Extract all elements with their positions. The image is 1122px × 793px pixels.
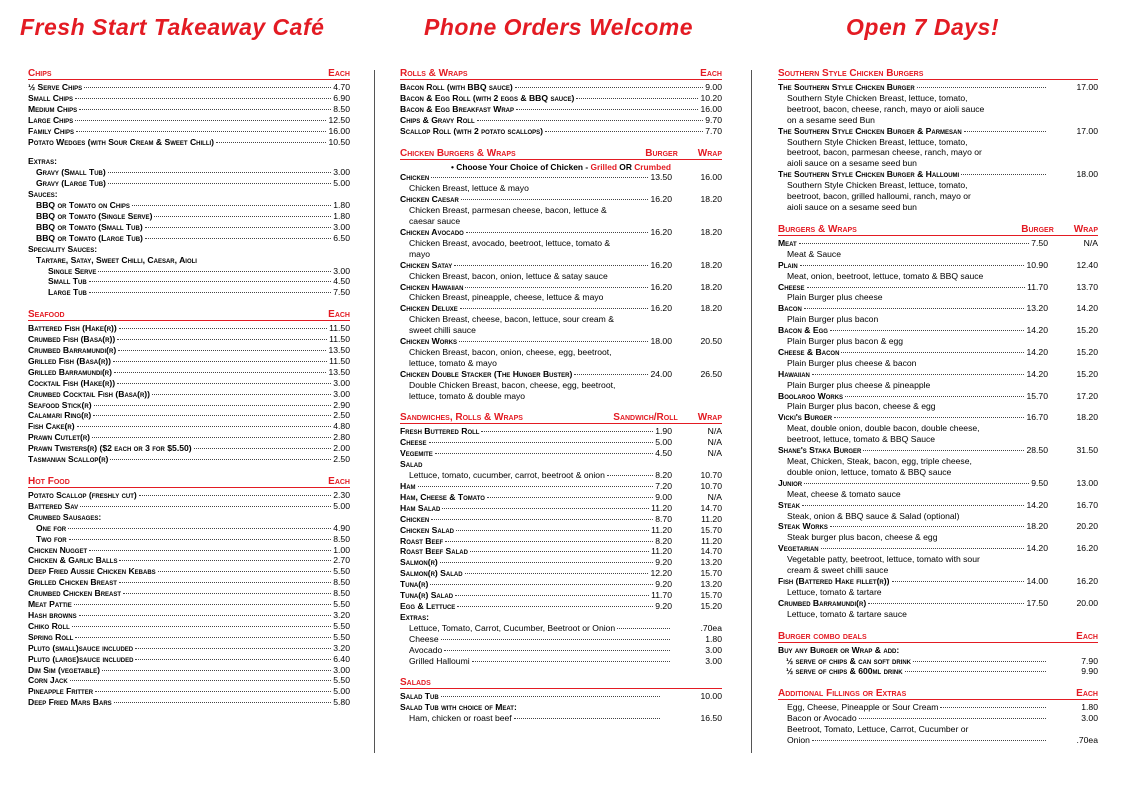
item-description: beetroot, bacon, parmesan cheese, ranch, mayo or (787, 147, 982, 158)
burger-list (778, 238, 1098, 620)
menu-item: Spring Roll 5.50 (28, 631, 350, 642)
menu-item: Vegetarian 14.20 16.20 (778, 543, 1098, 554)
menu-item: Seafood Stick(r) 2.90 (28, 399, 350, 410)
item-description: Steak, onion & BBQ sauce & Salad (optional) (787, 510, 960, 521)
chicken-list (400, 172, 722, 401)
menu-item: Calamari Ring(r) 2.50 (28, 410, 350, 421)
section-header-hot-food: Hot Food Each (28, 476, 350, 487)
item-description: Plain Burger plus cheese & bacon (787, 357, 917, 368)
menu-item: Salmon(r) 9.20 13.20 (400, 557, 722, 568)
extras-heading: Extras: (28, 156, 57, 167)
item-description: on a sesame seed Bun (787, 114, 875, 125)
menu-item: Vegemite 4.50 N/A (400, 448, 722, 459)
section-header-sandwiches: Sandwiches, Rolls & Wraps Sandwich/Roll Wrap (400, 412, 722, 424)
menu-item: Chicken Double Stacker (The Hunger Buster) 24.00 26.50 (400, 368, 722, 379)
menu-item: Ham Salad 11.20 14.70 (400, 502, 722, 513)
menu-item: Chips & Gravy Roll 9.70 (400, 114, 722, 125)
speciality-list: Tartare, Satay, Sweet Chilli, Caesar, Aioli (36, 254, 197, 265)
menu-item: Gravy (Small Tub) 3.00 (36, 167, 350, 178)
menu-item: Bacon 13.20 14.20 (778, 303, 1098, 314)
menu-item: Chicken Nugget 1.00 (28, 544, 350, 555)
menu-item: Cheese 11.70 13.70 (778, 281, 1098, 292)
menu-item: Deep Fried Aussie Chicken Kebabs 5.50 (28, 566, 350, 577)
menu-item: Chicken 8.70 11.20 (400, 513, 722, 524)
item-description: Vegetable patty, beetroot, lettuce, tomato with sour (787, 554, 980, 565)
sandwich-list-more (400, 481, 722, 612)
menu-item: Medium Chips 8.50 (28, 103, 350, 114)
menu-item: Cheese 1.80 (409, 633, 722, 644)
menu-item: Pluto (small)sauce included 3.20 (28, 642, 350, 653)
menu-item: Junior 9.50 13.00 (778, 477, 1098, 488)
menu-column-right (778, 68, 1098, 746)
menu-item: Grilled Halloumi 3.00 (409, 655, 722, 666)
menu-item: The Southern Style Chicken Burger & Parmesan 17.00 (778, 125, 1098, 136)
section-header-combo: Burger combo deals Each (778, 630, 1098, 642)
menu-item: Crumbed Cocktail Fish (Basa(r)) 3.00 (28, 388, 350, 399)
additional-line: Beetroot, Tomato, Lettuce, Carrot, Cucumber or (787, 724, 969, 735)
banner-cafe-name: Fresh Start Takeaway Café (20, 14, 325, 40)
combo-list (778, 656, 1098, 678)
menu-item: Corn Jack 5.50 (28, 675, 350, 686)
menu-item: Avocado 3.00 (409, 644, 722, 655)
menu-item: Fish Cake(r) 4.80 (28, 421, 350, 432)
menu-item: Cheese & Bacon 14.20 15.20 (778, 346, 1098, 357)
menu-item: Steak Works 18.20 20.20 (778, 521, 1098, 532)
menu-item: Chicken Deluxe 16.20 18.20 (400, 303, 722, 314)
menu-item: Deep Fried Mars Bars 5.80 (28, 697, 350, 708)
item-description: Plain Burger plus bacon, cheese & egg (787, 401, 936, 412)
menu-item: Lettuce, Tomato, Carrot, Cucumber, Beetroot or Onion .70ea (409, 622, 722, 633)
menu-item: Chicken Salad 11.20 15.70 (400, 524, 722, 535)
menu-item: Plain 10.90 12.40 (778, 259, 1098, 270)
menu-item: Roast Beef Salad 11.20 14.70 (400, 546, 722, 557)
menu-item: Egg & Lettuce 9.20 15.20 (400, 600, 722, 611)
item-description: beetroot, bacon, cheese, ranch, mayo or aioli sauce (787, 103, 985, 114)
menu-item: Chicken Satay 16.20 18.20 (400, 259, 722, 270)
item-description: Steak burger plus bacon, cheese & egg (787, 532, 938, 543)
menu-item: Ham, chicken or roast beef 16.50 (409, 713, 722, 724)
menu-item: Chicken Hawaiian 16.20 18.20 (400, 281, 722, 292)
item-description: Southern Style Chicken Breast, lettuce, tomato, (787, 92, 968, 103)
menu-item: One for 4.90 (36, 522, 350, 533)
menu-item: Single Serve 3.00 (48, 265, 350, 276)
banner-phone-orders: Phone Orders Welcome (424, 14, 694, 40)
item-description: Meat, Chicken, Steak, bacon, egg, triple cheese, (787, 456, 972, 466)
menu-item: Chicken Works 18.00 20.50 (400, 336, 722, 347)
menu-item: Small Tub 4.50 (48, 276, 350, 287)
section-header-salads: Salads (400, 677, 722, 689)
menu-item: Large Chips 12.50 (28, 114, 350, 125)
speciality-heading: Speciality Sauces: (28, 243, 98, 254)
column-divider (751, 70, 752, 753)
item-description: aioli sauce on a sesame seed bun (787, 158, 917, 169)
menu-item: Hash browns 3.20 (28, 609, 350, 620)
menu-item: Small Chips 6.90 (28, 92, 350, 103)
sausages-heading: Crumbed Sausages: (28, 511, 102, 522)
menu-item: Chicken & Garlic Balls 2.70 (28, 555, 350, 566)
chicken-choice-note: • Choose Your Choice of Chicken - Grilled OR Crumbed (451, 161, 671, 172)
hot-food-list (28, 490, 350, 512)
sandwich-extras-heading: Extras: (400, 611, 429, 622)
item-description: Chicken Breast, cheese, bacon, lettuce, sour cream & (409, 314, 614, 325)
menu-item: Meat Pattie 5.50 (28, 599, 350, 610)
menu-item: Fish (Battered Hake fillet(r)) 14.00 16.20 (778, 575, 1098, 586)
menu-item: Grilled Chicken Breast 8.50 (28, 577, 350, 588)
item-description: Plain Burger plus bacon (787, 314, 879, 325)
menu-item: Lettuce, tomato, cucumber, carrot, beetroot & onion 8.20 10.70 (409, 470, 722, 481)
menu-item: Crumbed Barramundi(r) 17.50 20.00 (778, 597, 1098, 608)
sandwich-extras-list (400, 623, 722, 667)
menu-item: Two for 8.50 (36, 533, 350, 544)
menu-item: Ham 7.20 10.70 (400, 481, 722, 491)
item-description: Meat & Sauce (787, 248, 841, 259)
menu-item: ½ serve of chips & can soft drink 7.90 (786, 655, 1098, 666)
section-header-chicken: Chicken Burgers & Wraps Burger Wrap (400, 147, 722, 159)
section-header-seafood: Seafood Each (28, 309, 350, 321)
menu-item: Bacon & Egg Roll (with 2 eggs & BBQ sauce) 10.20 (400, 92, 722, 103)
menu-item: Cocktail Fish (Hake(r)) 3.00 (28, 377, 350, 388)
banner-open-days: Open 7 Days! (846, 14, 999, 40)
menu-item: Tuna(r) 9.20 13.20 (400, 579, 722, 590)
section-header-burgers: Burgers & Wraps Burger Wrap (778, 223, 1098, 235)
item-description: Lettuce, tomato & tartare sauce (787, 608, 907, 619)
menu-item: Grilled Barramundi(r) 13.50 (28, 366, 350, 377)
menu-item: Salmon(r) Salad 12.20 15.70 (400, 568, 722, 579)
item-description: lettuce, tomato & double mayo (409, 390, 526, 401)
menu-item: BBQ or Tomato (Single Serve) 1.80 (36, 210, 350, 221)
item-description: Chicken Breast, pineapple, cheese, lettuce & mayo (409, 292, 604, 303)
menu-item: Ham, Cheese & Tomato 9.00 N/A (400, 491, 722, 502)
menu-column-middle (400, 68, 722, 724)
menu-item: BBQ or Tomato on Chips 1.80 (36, 200, 350, 211)
column-divider (374, 70, 375, 753)
menu-item: Roast Beef 8.20 11.20 (400, 535, 722, 546)
item-description: Southern Style Chicken Breast, lettuce, tomato, (787, 180, 968, 191)
menu-item: Scallop Roll (with 2 potato scallops) 7.70 (400, 125, 722, 136)
menu-item: Large Tub 7.50 (48, 287, 350, 298)
sausage-list (28, 523, 350, 545)
item-description: Plain Burger plus cheese & pineapple (787, 379, 931, 390)
menu-item: Hawaiian 14.20 15.20 (778, 368, 1098, 379)
menu-item: Battered Sav 5.00 (28, 500, 350, 511)
item-description: Plain Burger plus cheese (787, 292, 883, 303)
item-description: Meat, onion, beetroot, lettuce, tomato & BBQ sauce (787, 270, 984, 281)
menu-item: BBQ or Tomato (Small Tub) 3.00 (36, 221, 350, 232)
item-description: Chicken Breast, lettuce & mayo (409, 183, 529, 194)
seafood-list (28, 323, 350, 465)
menu-item: Gravy (Large Tub) 5.00 (36, 178, 350, 189)
menu-item: Crumbed Barramundi(r) 13.50 (28, 345, 350, 356)
hot-food-list-more (28, 545, 350, 709)
item-description: Lettuce, tomato & tartare (787, 586, 882, 597)
item-description: beetroot, lettuce, tomato & BBQ Sauce (787, 434, 936, 445)
menu-item: Tuna(r) Salad 11.70 15.70 (400, 590, 722, 601)
southern-list (778, 82, 1098, 213)
menu-column-left (28, 68, 350, 708)
menu-item: Pluto (large)sauce included 6.40 (28, 653, 350, 664)
item-description: Chicken Breast, parmesan cheese, bacon, lettuce & (409, 205, 607, 216)
menu-item: Grilled Fish (Basa(r)) 11.50 (28, 355, 350, 366)
menu-item: Chicken Caesar 16.20 18.20 (400, 194, 722, 205)
menu-item: Battered Fish (Hake(r)) 11.50 (28, 323, 350, 334)
item-description: aioli sauce on a sesame seed bun (787, 201, 917, 212)
rolls-list (400, 82, 722, 137)
sandwich-list (400, 426, 722, 459)
menu-item: Meat 7.50 N/A (778, 237, 1098, 248)
menu-item: ½ serve of chips & 600ml drink 9.90 (786, 666, 1098, 677)
menu-item: The Southern Style Chicken Burger & Halloumi 18.00 (778, 169, 1098, 180)
menu-item: Vicki's Burger 16.70 18.20 (778, 412, 1098, 423)
item-description: Chicken Breast, bacon, onion, lettuce & satay sauce (409, 270, 608, 281)
menu-item: Crumbed Chicken Breast 8.50 (28, 588, 350, 599)
item-description: caesar sauce (409, 216, 461, 227)
menu-item: Boolaroo Works 15.70 17.20 (778, 390, 1098, 401)
sauces-heading: Sauces: (28, 189, 58, 200)
menu-item: Bacon & Egg 14.20 15.20 (778, 325, 1098, 336)
menu-item: Dim Sim (vegetable) 3.00 (28, 664, 350, 675)
menu-item: Potato Scallop (freshly cut) 2.30 (28, 490, 350, 500)
item-description: Meat, cheese & tomato sauce (787, 488, 901, 499)
item-description: Chicken Breast, avocado, beetroot, lettuce, tomato & (409, 237, 611, 248)
menu-item: Chicken 13.50 16.00 (400, 172, 722, 183)
menu-item: Tasmanian Scallop(r) 2.50 (28, 454, 350, 465)
salad-meat-heading: Salad Tub with choice of Meat: (400, 702, 517, 713)
menu-item: Crumbed Fish (Basa(r)) 11.50 (28, 334, 350, 345)
item-description: mayo (409, 248, 431, 259)
menu-item: Family Chips 16.00 (28, 125, 350, 136)
menu-item: Onion .70ea (787, 735, 1098, 746)
menu-item: Egg, Cheese, Pineapple or Sour Cream 1.80 (787, 702, 1098, 713)
menu-item: Bacon or Avocado 3.00 (787, 713, 1098, 724)
menu-item: Chiko Roll 5.50 (28, 620, 350, 631)
menu-item: Prawn Twisters(r) ($2 each or 3 for $5.50) 2.00 (28, 443, 350, 454)
item-description: lettuce, tomato & mayo (409, 357, 497, 368)
sauce-list (28, 200, 350, 244)
menu-item: Fresh Buttered Roll 1.90 N/A (400, 426, 722, 437)
salad-heading: Salad (400, 459, 423, 470)
speciality-items (28, 266, 350, 299)
section-header-rolls: Rolls & Wraps Each (400, 68, 722, 79)
menu-item: BBQ or Tomato (Large Tub) 6.50 (36, 232, 350, 243)
menu-item: Steak 14.20 16.70 (778, 499, 1098, 510)
item-description: double onion, lettuce, tomato & BBQ sauce (787, 466, 952, 477)
section-header-southern: Southern Style Chicken Burgers (778, 68, 1098, 80)
section-header-additional: Additional Fillings or Extras Each (778, 688, 1098, 700)
menu-item: Chicken Avocado 16.20 18.20 (400, 226, 722, 237)
item-description: Chicken Breast, bacon, onion, cheese, egg, beetroot, (409, 346, 612, 357)
chips-list (28, 82, 350, 147)
menu-item: Potato Wedges (with Sour Cream & Sweet Chilli) 10.50 (28, 136, 350, 147)
item-description: Double Chicken Breast, bacon, cheese, egg, beetroot, (409, 379, 616, 390)
menu-item: The Southern Style Chicken Burger 17.00 (778, 82, 1098, 92)
menu-item: Pineapple Fritter 5.00 (28, 686, 350, 697)
item-description: cream & sweet chilli sauce (787, 565, 889, 576)
menu-item: ½ Serve Chips 4.70 (28, 82, 350, 92)
item-description: sweet chilli sauce (409, 325, 476, 336)
combo-lead: Buy any Burger or Wrap & add: (778, 644, 900, 655)
section-header-chips: Chips Each (28, 68, 350, 79)
menu-item: Bacon & Egg Breakfast Wrap 16.00 (400, 103, 722, 114)
additional-list (778, 702, 1098, 724)
menu-item: Cheese 5.00 N/A (400, 437, 722, 448)
menu-item: Prawn Cutlet(r) 2.80 (28, 432, 350, 443)
item-description: Southern Style Chicken Breast, lettuce, tomato, (787, 136, 968, 147)
item-description: Plain Burger plus bacon & egg (787, 336, 904, 347)
item-description: Meat, double onion, double bacon, double cheese, (787, 423, 980, 434)
menu-item: Shane's Staka Burger 28.50 31.50 (778, 445, 1098, 456)
menu-item: Salad Tub 10.00 (400, 691, 722, 702)
item-description: beetroot, bacon, grilled halloumi, ranch, mayo or (787, 191, 971, 202)
menu-item: Bacon Roll (with BBQ sauce) 9.00 (400, 82, 722, 92)
